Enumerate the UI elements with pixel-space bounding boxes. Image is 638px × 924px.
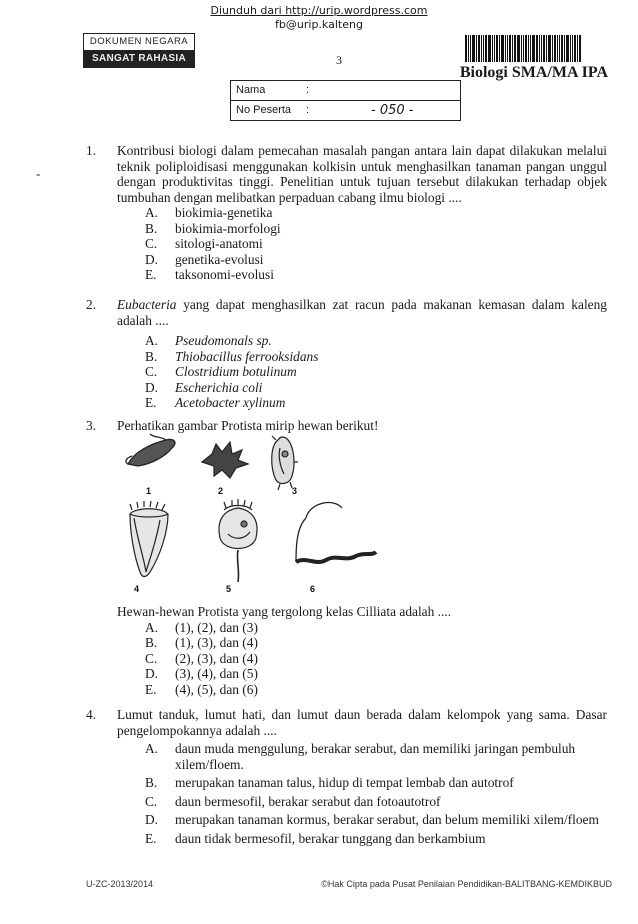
question-stem <box>117 297 607 328</box>
option-text: Pseudomonals sp. <box>175 333 272 348</box>
option-letter: A. <box>145 619 159 635</box>
option-letter: D. <box>145 379 159 395</box>
stamp-bottom-text: SANGAT RAHASIA <box>84 50 194 67</box>
option-text: biokimia-genetika <box>175 205 273 220</box>
option-letter: E. <box>145 681 157 697</box>
question-stem-2: Hewan-hewan Protista yang tergolong kelas Cilliata adalah .... <box>117 604 452 619</box>
barcode-bar <box>501 35 504 62</box>
option[interactable] <box>145 635 626 651</box>
barcode-bar <box>541 35 542 62</box>
option-list <box>145 205 626 283</box>
question-number: 1. <box>86 143 97 158</box>
barcode-bar <box>468 35 469 62</box>
stem-text: yang dapat menghasilkan zat racun pada makanan kemasan dalam kaleng adalah .... <box>117 297 607 328</box>
barcode-bar <box>521 35 522 62</box>
barcode-bar <box>483 35 484 62</box>
option-letter: C. <box>145 650 158 666</box>
margin-mark: - <box>36 166 41 181</box>
option-text: daun muda menggulung, berakar serabut, dan memiliki jaringan pembuluh xilem/floem. <box>175 741 576 772</box>
barcode-bar <box>577 35 578 62</box>
page-number: 3 <box>336 53 342 67</box>
barcode-bar <box>470 35 471 62</box>
figure-label-2: 2 <box>218 486 224 496</box>
question-2 <box>86 297 626 411</box>
option-text: (1), (3), dan (4) <box>175 635 258 650</box>
option[interactable] <box>145 252 626 268</box>
option[interactable] <box>145 775 626 791</box>
option[interactable] <box>145 395 626 411</box>
barcode-bar <box>485 35 487 62</box>
figure-label-6: 6 <box>310 584 316 594</box>
option[interactable] <box>145 333 626 349</box>
option-text: Acetobacter xylinum <box>175 395 286 410</box>
name-row <box>231 81 460 100</box>
option-text: taksonomi-evolusi <box>175 267 274 282</box>
barcode-bar <box>507 35 508 62</box>
organism-1-drawing <box>126 434 175 466</box>
option-letter: D. <box>145 812 159 827</box>
question-1 <box>86 143 626 283</box>
barcode-bar <box>525 35 527 62</box>
question-3-continuation <box>86 604 626 697</box>
barcode-bar <box>492 35 493 62</box>
barcode-bar <box>505 35 506 62</box>
question-4 <box>86 707 626 846</box>
option-list <box>145 333 626 411</box>
barcode <box>465 35 605 62</box>
option[interactable] <box>145 682 626 698</box>
barcode-bar <box>548 35 551 62</box>
barcode-bar <box>572 35 573 62</box>
option[interactable] <box>145 831 626 847</box>
barcode-bar <box>514 35 516 62</box>
option[interactable] <box>145 221 626 237</box>
organism-5-drawing <box>219 499 257 582</box>
option[interactable] <box>145 666 626 682</box>
option-text: merupakan tanaman kormus, berakar serabut, dan belum memiliki xilem/floem <box>175 812 599 827</box>
option-letter: C. <box>145 236 158 251</box>
figure-label-3: 3 <box>292 486 298 496</box>
name-label: Nama <box>236 84 266 96</box>
footer-code: U-ZC-2013/2014 <box>86 879 154 889</box>
option-letter: E. <box>145 395 157 410</box>
option[interactable] <box>145 380 626 396</box>
barcode-bar <box>564 35 565 62</box>
option-letter: B. <box>145 220 158 236</box>
option-text: Clostridium botulinum <box>175 364 297 379</box>
barcode-bar <box>476 35 477 62</box>
option-letter: B. <box>145 775 158 790</box>
subject-title: Biologi SMA/MA IPA <box>459 64 608 81</box>
figure-label-4: 4 <box>134 584 140 594</box>
option[interactable] <box>145 651 626 667</box>
option-letter: D. <box>145 251 159 267</box>
classification-stamp <box>83 33 195 68</box>
number-colon: : <box>306 104 310 116</box>
barcode-bar <box>496 35 498 62</box>
barcode-bar <box>488 35 491 62</box>
option-text: Escherichia coli <box>175 379 263 395</box>
option-list <box>145 741 626 846</box>
name-colon: : <box>306 84 310 96</box>
option-text: (3), (4), dan (5) <box>175 666 258 681</box>
barcode-bar <box>546 35 547 62</box>
question-stem: Kontribusi biologi dalam pemecahan masalah pangan antara lain dapat dilakukan melalui teknik poliploidisasi menggunakan kolkisin untuk menghasilkan tanaman pangan unggul dengan produktivitas tinggi. Penelitian untuk tujuan tersebut dilakukan terhadap objek tumbuhan dengan melibatkan perpaduan cabang ilmu biologi .... <box>117 143 607 205</box>
barcode-bar <box>532 35 535 62</box>
option-text: daun tidak bermesofil, berakar tunggang dan berkambium <box>175 830 486 846</box>
option[interactable] <box>145 205 626 221</box>
number-label: No Peserta <box>236 104 292 116</box>
figure-label-5: 5 <box>226 584 232 594</box>
barcode-bar <box>494 35 495 62</box>
option-text: (4), (5), dan (6) <box>175 681 258 697</box>
question-number: 3. <box>86 418 97 433</box>
option-letter: B. <box>145 348 158 364</box>
option-text: daun bermesofil, berakar serabut dan fotoautotrof <box>175 793 441 809</box>
option[interactable] <box>145 812 626 828</box>
stamp-top-text: DOKUMEN NEGARA <box>89 36 189 47</box>
barcode-bar <box>465 35 467 62</box>
question-number: 4. <box>86 707 97 722</box>
barcode-bar <box>523 35 524 62</box>
barcode-bar <box>570 35 571 62</box>
barcode-bar <box>530 35 531 62</box>
option-text: (2), (3), dan (4) <box>175 650 258 666</box>
stem-italic-term: Eubacteria <box>117 297 177 312</box>
source-line-2: fb@urip.kalteng <box>275 18 363 31</box>
barcode-bar <box>528 35 529 62</box>
barcode-bar <box>539 35 540 62</box>
barcode-bar <box>509 35 511 62</box>
barcode-bar <box>536 35 538 62</box>
option-letter: E. <box>145 830 157 846</box>
barcode-bar <box>561 35 563 62</box>
barcode-bar <box>559 35 560 62</box>
barcode-bar <box>557 35 558 62</box>
option[interactable] <box>145 236 626 252</box>
option-list <box>145 620 626 698</box>
barcode-bar <box>552 35 553 62</box>
organism-6-drawing <box>296 503 376 562</box>
option[interactable] <box>145 620 626 636</box>
barcode-bar <box>554 35 556 62</box>
option-letter: E. <box>145 267 157 282</box>
organism-2-drawing <box>202 442 248 478</box>
barcode-bar <box>517 35 520 62</box>
question-stem: Perhatikan gambar Protista mirip hewan berikut! <box>117 418 379 433</box>
organism-3-drawing <box>272 436 298 490</box>
option[interactable] <box>145 364 626 380</box>
barcode-bar <box>566 35 569 62</box>
barcode-bar <box>574 35 576 62</box>
number-row <box>231 100 460 120</box>
barcode-bar <box>512 35 513 62</box>
option[interactable] <box>145 741 626 772</box>
protista-figure <box>120 432 380 600</box>
source-link[interactable]: Diunduh dari http://urip.wordpress.com <box>210 4 428 17</box>
option-letter: B. <box>145 635 158 650</box>
candidate-number: - 050 - <box>371 103 414 118</box>
option-letter: A. <box>145 205 159 220</box>
option-text: genetika-evolusi <box>175 251 264 267</box>
option-letter: C. <box>145 364 158 379</box>
source-line-1 <box>0 4 638 17</box>
option-letter: A. <box>145 333 159 348</box>
option-letter: A. <box>145 741 159 756</box>
question-stem: Lumut tanduk, lumut hati, dan lumut daun berada dalam kelompok yang sama. Dasar pengelompokannya adalah .... <box>117 707 607 738</box>
barcode-bar <box>472 35 475 62</box>
option-text: Thiobacillus ferrooksidans <box>175 348 319 364</box>
figure-label-1: 1 <box>146 486 152 496</box>
barcode-bar <box>481 35 482 62</box>
barcode-bar <box>543 35 545 62</box>
option-letter: D. <box>145 666 159 681</box>
option[interactable] <box>145 794 626 810</box>
option-text: sitologi-anatomi <box>175 236 263 251</box>
option-text: merupakan tanaman talus, hidup di tempat lembab dan autotrof <box>175 775 514 790</box>
option-text: biokimia-morfologi <box>175 220 281 236</box>
barcode-bar <box>579 35 581 62</box>
question-number: 2. <box>86 297 97 312</box>
organism-4-drawing <box>130 501 168 577</box>
option[interactable] <box>145 349 626 365</box>
footer-copyright: ©Hak Cipta pada Pusat Penilaian Pendidikan-BALITBANG-KEMDIKBUD <box>321 879 612 889</box>
option-text: (1), (2), dan (3) <box>175 619 258 635</box>
barcode-bar <box>499 35 500 62</box>
candidate-id-box <box>230 80 461 121</box>
option[interactable] <box>145 267 626 283</box>
barcode-bar <box>478 35 480 62</box>
option-letter: C. <box>145 793 158 809</box>
